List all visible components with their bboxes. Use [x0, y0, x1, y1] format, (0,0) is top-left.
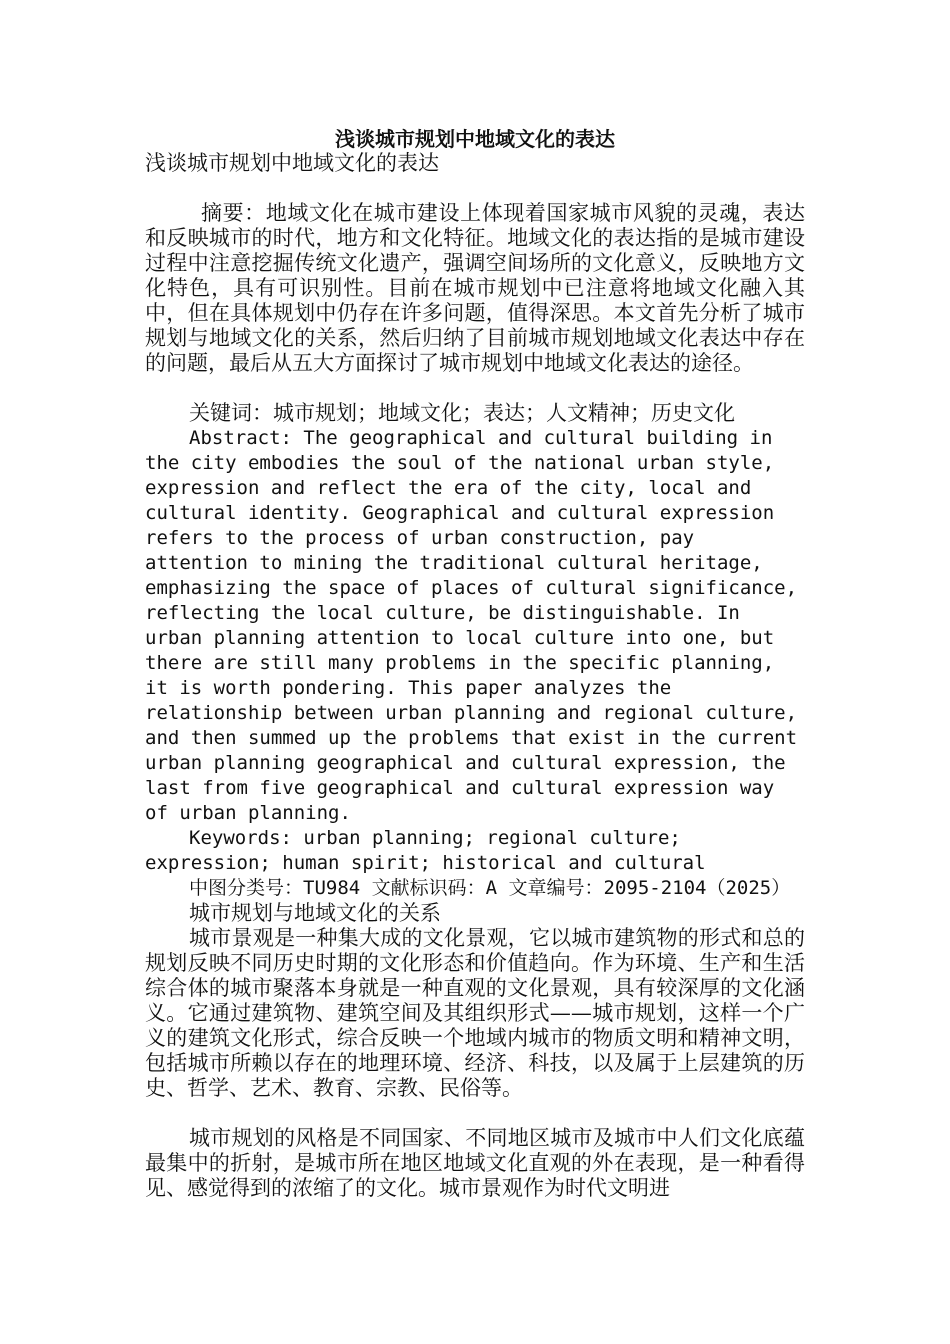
classification-line: 中图分类号：TU984 文献标识码：A 文章编号：2095-2104（2025）	[189, 877, 791, 899]
abstract-en: Abstract: The geographical and cultural building in the city embodies the soul of the national urban style, expression and reflect the era of the city, local and cultural identity. Geographical and cultural expression refers to the process of urban construction, pay attention to mining the traditional cultural heritage, emphasizing the space of places of cultural significance, reflecting the local culture, be distinguishable. In urban planning attention to local culture into one, but there are still many problems in the specific planning, it is worth pondering. This paper analyzes the relationship between urban planning and regional culture, and then summed up the problems that exist in the current urban planning geographical and cultural expression, the last from five geographical and cultural expression way of urban planning.	[145, 427, 798, 824]
document-body	[145, 151, 805, 1201]
paragraph-2: 城市规划的风格是不同国家、不同地区城市及城市中人们文化底蕴最集中的折射，是城市所在地区地域文化直观的外在表现，是一种看得见、感觉得到的浓缩了的文化。城市景观作为时代文明进	[145, 1126, 805, 1200]
abstract-zh: 摘要：地域文化在城市建设上体现着国家城市风貌的灵魂，表达和反映城市的时代，地方和文化特征。地域文化的表达指的是城市建设过程中注意挖掘传统文化遗产，强调空间场所的文化意义，反映地方文化特色，具有可识别性。目前在城市规划中已注意将地域文化融入其中，但在具体规划中仍存在许多问题，值得深思。本文首先分析了城市规划与地域文化的关系，然后归纳了目前城市规划地域文化表达中存在的问题，最后从五大方面探讨了城市规划中地域文化表达的途径。	[145, 201, 805, 375]
blank-line	[145, 376, 805, 401]
document-subtitle: 浅谈城市规划中地域文化的表达	[145, 151, 439, 175]
keywords-en: Keywords: urban planning; regional culture; expression; human spirit; historical and cultural	[145, 827, 706, 874]
blank-line	[145, 1101, 805, 1126]
section-heading: 城市规划与地域文化的关系	[189, 901, 441, 925]
document-title: 浅谈城市规划中地域文化的表达	[335, 127, 615, 151]
blank-line	[145, 176, 805, 201]
paragraph-1: 城市景观是一种集大成的文化景观，它以城市建筑物的形式和总的规划反映不同历史时期的文化形态和价值趋向。作为环境、生产和生活综合体的城市聚落本身就是一种直观的文化景观，具有较深厚的文化涵义。它通过建筑物、建筑空间及其组织形式——城市规划，这样一个广义的建筑文化形式，综合反映一个地域内城市的物质文明和精神文明，包括城市所赖以存在的地理环境、经济、科技，以及属于上层建筑的历史、哲学、艺术、教育、宗教、民俗等。	[145, 926, 805, 1100]
keywords-zh: 关键词：城市规划；地域文化；表达；人文精神；历史文化	[189, 401, 735, 425]
